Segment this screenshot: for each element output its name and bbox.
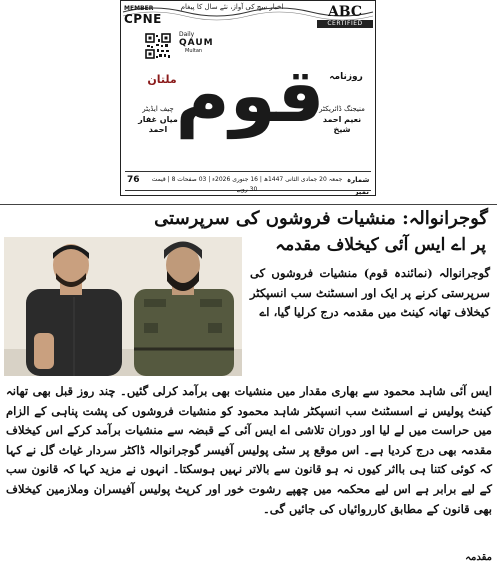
certified-label: CERTIFIED <box>317 20 373 28</box>
issue-number: 76 <box>127 175 140 185</box>
article-paragraph-2: ایس آئی شاہد محمود سے بھاری مقدار میں منشیات بھی برآمد کرلی گئیں۔ چند روز قبل بھی تھانہ کینٹ پولیس نے اسسٹنٹ سب انسپکٹر شاہد محمود کو منشیات فروشوں کی پشت پناہی کے الزام میں حراست میں لے لیا اور دوران تلاشی اے ایس آئی کے قبضہ سے منشیات برآمد کرکے اس کیخلاف مقدمہ بھی درج کردیا ہے۔ اس موقع پر سٹی پولیس آفیسر گوجرانوالہ ڈاکٹر سردار غیاث گل نے کہا کہ کوئی کتنا ہی بااثر کیوں نہ ہو قانون سے بالاتر نہیں ہوسکتا۔ انہوں نے مزید کہا کہ قانون سب کے لیے برابر ہے اس لیے محکمہ میں چھپے رشوت خور اور کرپٹ پولیس آفیسران وملازمین کیخلاف بھی قانون کے مطابق کارروائیاں کی جائیں گی۔ <box>6 384 492 516</box>
chief-editor-name: میاں غفار احمد <box>138 115 178 134</box>
city-label: ملتان <box>147 73 177 86</box>
chief-editor-title: چیف ایڈیٹر <box>142 105 174 113</box>
banner-text: اخبار سچ کی آواز، نئے سال کا پیغام <box>180 3 284 11</box>
qr-code-icon <box>145 33 171 59</box>
article-paragraph-1: گوجرانوالہ (نمائندہ قوم) منشیات فروشوں کی سرپرستی کرنے پر ایک اور اسسٹنٹ سب انسپکٹر کیخلاف تھانہ کینٹ میں مقدمہ درج کرلیا گیا، اے <box>250 266 490 320</box>
multan-latin-label: Multan <box>185 48 203 54</box>
managing-director-block <box>313 105 371 165</box>
managing-director-title: منیجنگ ڈائریکٹر <box>319 105 365 113</box>
volume-label: شمارہ نمبر <box>347 176 370 196</box>
daily-label: Daily <box>179 31 195 38</box>
headline-line-2: پر اے ایس آئی کیخلاف مقدمہ <box>275 235 486 255</box>
cpne-member-badge <box>124 5 168 27</box>
headline-line-1: گوجرانوالہ: منشیات فروشوں کی سرپرستی <box>154 208 488 229</box>
article-signoff: مقدمہ <box>465 552 492 563</box>
roznama-label: روزنامہ <box>329 72 363 82</box>
cpne-label: CPNE <box>124 12 162 26</box>
qaum-latin-label: QAUM <box>179 38 214 48</box>
abc-certified-badge <box>317 5 373 29</box>
member-label: MEMBER <box>124 5 154 12</box>
managing-director-name: نعیم احمد شیخ <box>322 115 362 134</box>
chief-editor-block <box>129 105 187 165</box>
date-line: جمعہ 20 جمادی الثانی 1447ھ | 16 جنوری 2026ء | 03 صفحات 8 | قیمت 30 روپے <box>151 176 343 193</box>
section-divider <box>0 204 497 205</box>
qaum-logo <box>175 41 325 141</box>
news-photo <box>4 237 242 376</box>
abc-label: ABC <box>327 4 363 20</box>
qaum-logo-text: قوم <box>175 53 325 139</box>
newspaper-masthead <box>120 0 376 196</box>
issue-info-strip <box>125 171 371 196</box>
